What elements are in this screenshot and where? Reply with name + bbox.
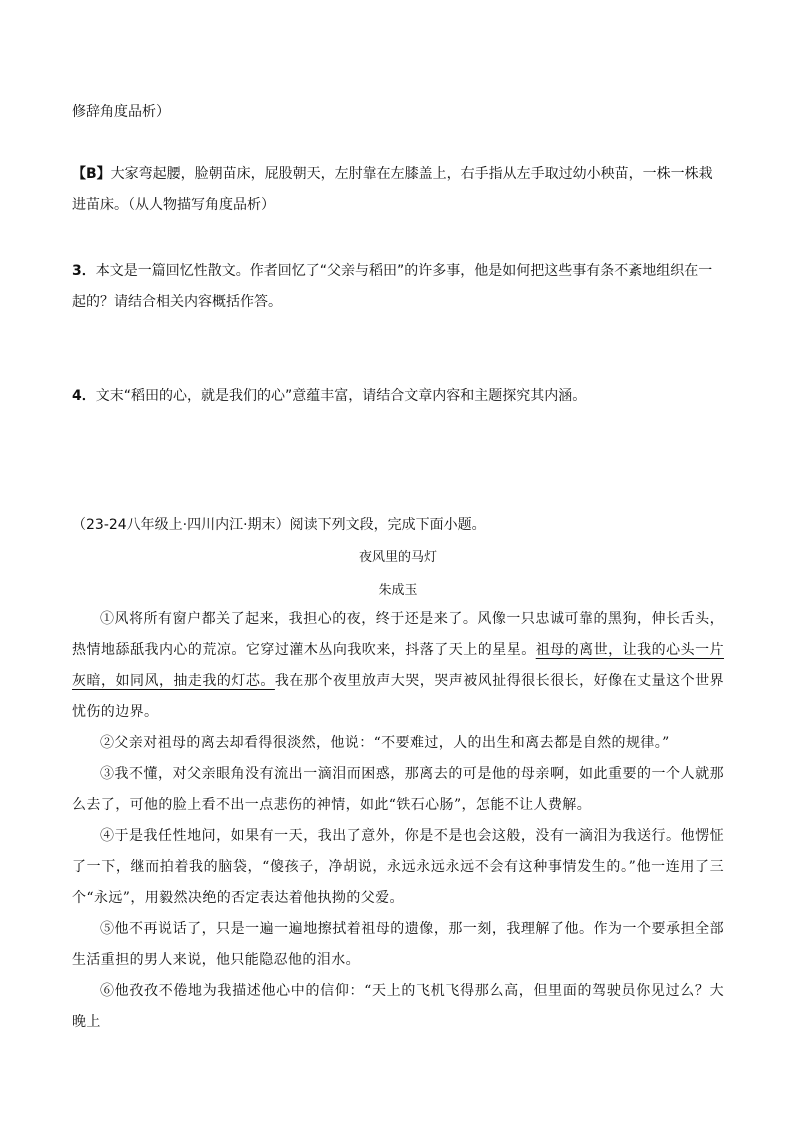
question-2-item-b <box>72 159 724 221</box>
underlined-sentence: 祖母的离世，让我的心头一片灰暗，如同风，抽走我的灯芯。 <box>72 642 724 689</box>
paragraph-5: ⑤他不再说话了，只是一遍一遍地擦拭着祖母的遗像，那一刻，我理解了他。作为一个要承担全部生活重担的男人来说，他只能隐忍他的泪水。 <box>72 921 724 968</box>
question-3 <box>72 256 724 318</box>
question-2-continuation: 修辞角度品析） <box>72 104 170 120</box>
question-3-text: 本文是一篇回忆性散文。作者回忆了“父亲与稻田”的许多事，他是如何把这些事有条不紊地组织在一起的？请结合相关内容概括作答。 <box>72 263 713 310</box>
reading-instruction: 阅读下列文段，完成下面小题。 <box>289 517 486 533</box>
question-4-number: 4． <box>72 388 96 404</box>
reading-source: （23-24八年级上·四川内江·期末） <box>72 517 290 533</box>
passage-title: 夜风里的马灯 <box>358 550 437 565</box>
paragraph-1 <box>72 604 724 728</box>
item-b-text: 大家弯起腰，脸朝苗床，屁股朝天，左肘靠在左膝盖上，右手指从左手取过幼小秧苗，一株一株栽进苗床。（从人物描写角度品析） <box>72 166 713 213</box>
paragraph-2: ②父亲对祖母的离去却看得很淡然，他说：“不要难过，人的出生和离去都是自然的规律。” <box>100 735 670 751</box>
paragraph-3: ③我不懂，对父亲眼角没有流出一滴泪而困惑，那离去的可是他的母亲啊，如此重要的一个人就那么去了，可他的脸上看不出一点悲伤的神情，如此“铁石心肠”，怎能不让人费解。 <box>72 766 724 813</box>
paragraph-1-text-a: ①风将所有窗户都关了起来，我担心的夜，终于还是来了。风像一只忠诚可靠的黑狗，伸长舌头，热情地舔舐我内心的荒凉。它穿过灌木丛向我吹来，抖落了天上的星星。 <box>72 611 724 658</box>
paragraph-6: ⑥他孜孜不倦地为我描述他心中的信仰：“天上的飞机飞得那么高，但里面的驾驶员你见过么？大晚上 <box>72 983 724 1030</box>
paragraph-1-text-b: 我在那个夜里放声大哭，哭声被风扯得很长很长，好像在丈量这个世界忧伤的边界。 <box>72 673 724 720</box>
question-3-number: 3． <box>72 263 96 279</box>
item-b-marker: 【B】 <box>72 166 111 182</box>
question-4-text: 文末“稻田的心，就是我们的心”意蕴丰富，请结合文章内容和主题探究其内涵。 <box>95 388 587 404</box>
passage-author: 朱成玉 <box>378 583 418 598</box>
paragraph-4: ④于是我任性地问，如果有一天，我出了意外，你是不是也会这般，没有一滴泪为我送行。他愣怔了一下，继而拍着我的脑袋，“傻孩子，净胡说，永远永远永远不会有这种事情发生的。”他一连用了三个“永远”，用毅然决绝的否定表达着他执拗的父爱。 <box>72 828 724 906</box>
question-4 <box>72 381 724 412</box>
reading-intro <box>72 510 724 541</box>
passage-body <box>72 604 724 1038</box>
